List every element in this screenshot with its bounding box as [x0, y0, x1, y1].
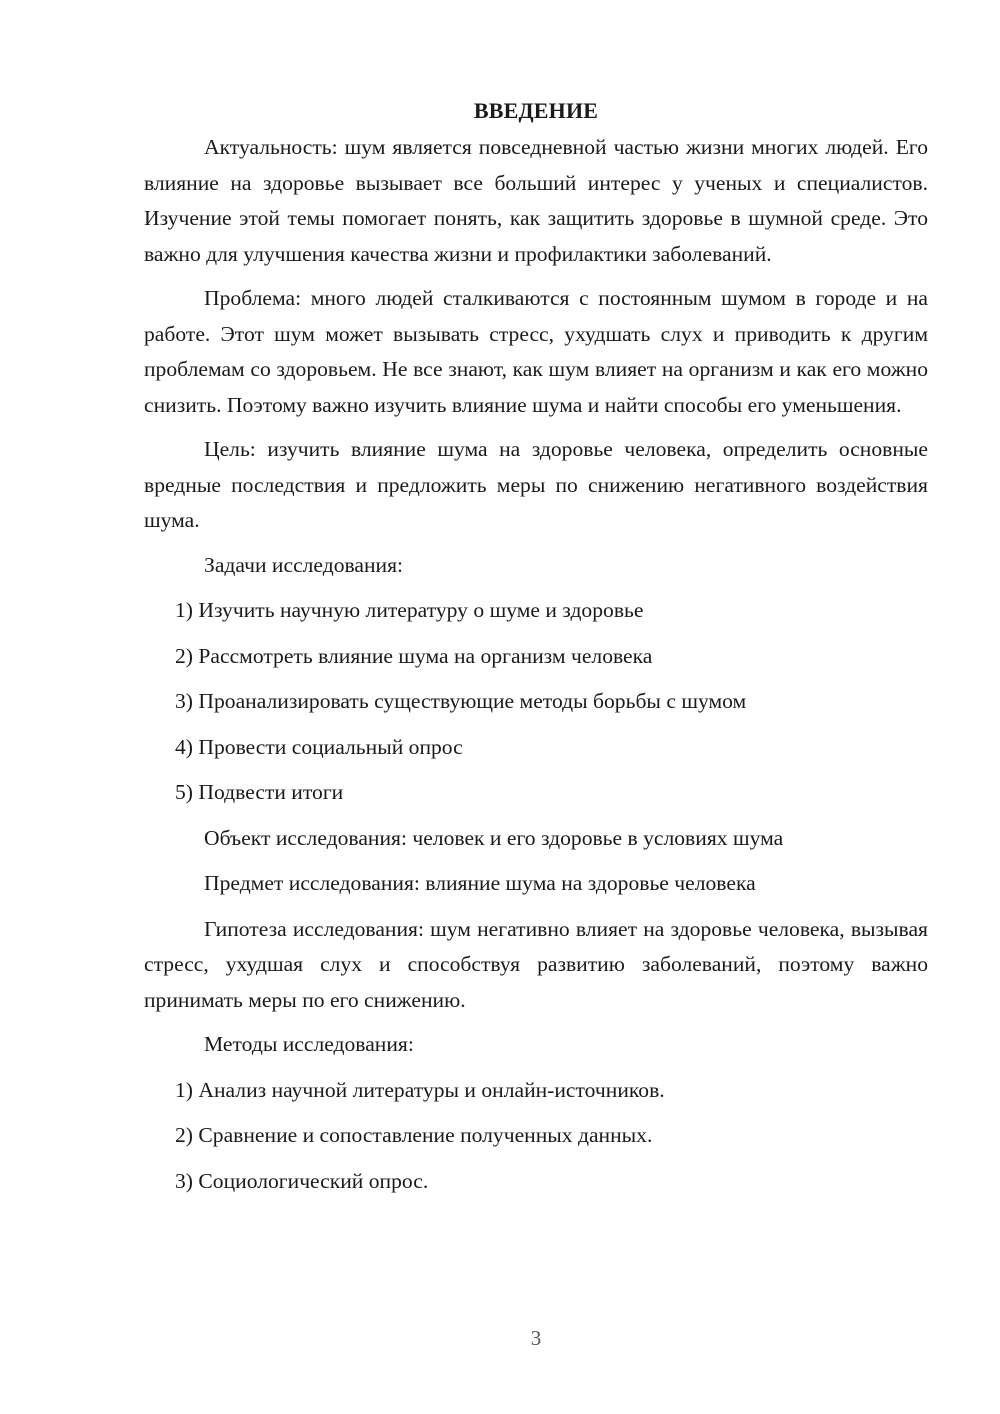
methods-heading: Методы исследования:	[204, 1032, 414, 1056]
relevance-paragraph: Актуальность: шум является повседневной частью жизни многих людей. Его влияние на здоровье вызывает все больший интерес у ученых и специалистов. Изучение этой темы помогает понять, как защитить здоровье в шумной среде. Это важно для улучшения качества жизни и профилактики заболеваний.	[144, 135, 928, 266]
page-content	[144, 93, 928, 1209]
method-item: 3) Социологический опрос.	[175, 1168, 429, 1193]
research-object: Объект исследования: человек и его здоровье в условиях шума	[204, 825, 784, 850]
task-item: 3) Проанализировать существующие методы борьбы с шумом	[175, 689, 747, 713]
tasks-list	[144, 593, 928, 811]
hypothesis-paragraph: Гипотеза исследования: шум негативно влияет на здоровье человека, вызывая стресс, ухудшая слух и способствуя развитию заболеваний, поэтому важно принимать меры по его снижению.	[144, 916, 928, 1012]
section-title: ВВЕДЕНИЕ	[473, 98, 599, 123]
methods-list	[144, 1073, 928, 1200]
method-item: 1) Анализ научной литературы и онлайн-источников.	[175, 1077, 665, 1102]
task-item: 2) Рассмотреть влияние шума на организм человека	[175, 643, 653, 668]
tasks-heading: Задачи исследования:	[204, 552, 404, 577]
page-number: 3	[530, 1326, 542, 1350]
problem-paragraph: Проблема: много людей сталкиваются с постоянным шумом в городе и на работе. Этот шум может вызывать стресс, ухудшать слух и приводить к другим проблемам со здоровьем. Не все знают, как шум влияет на организм и как его можно снизить. Поэтому важно изучить влияние шума и найти способы его уменьшения.	[144, 286, 928, 417]
task-item: 4) Провести социальный опрос	[175, 734, 463, 759]
method-item: 2) Сравнение и сопоставление полученных данных.	[175, 1123, 653, 1147]
task-item: 5) Подвести итоги	[175, 780, 344, 804]
research-subject: Предмет исследования: влияние шума на здоровье человека	[204, 871, 756, 895]
task-item: 1) Изучить научную литературу о шуме и здоровье	[175, 598, 644, 622]
goal-paragraph: Цель: изучить влияние шума на здоровье человека, определить основные вредные последствия и предложить меры по снижению негативного воздействия шума.	[144, 437, 928, 532]
